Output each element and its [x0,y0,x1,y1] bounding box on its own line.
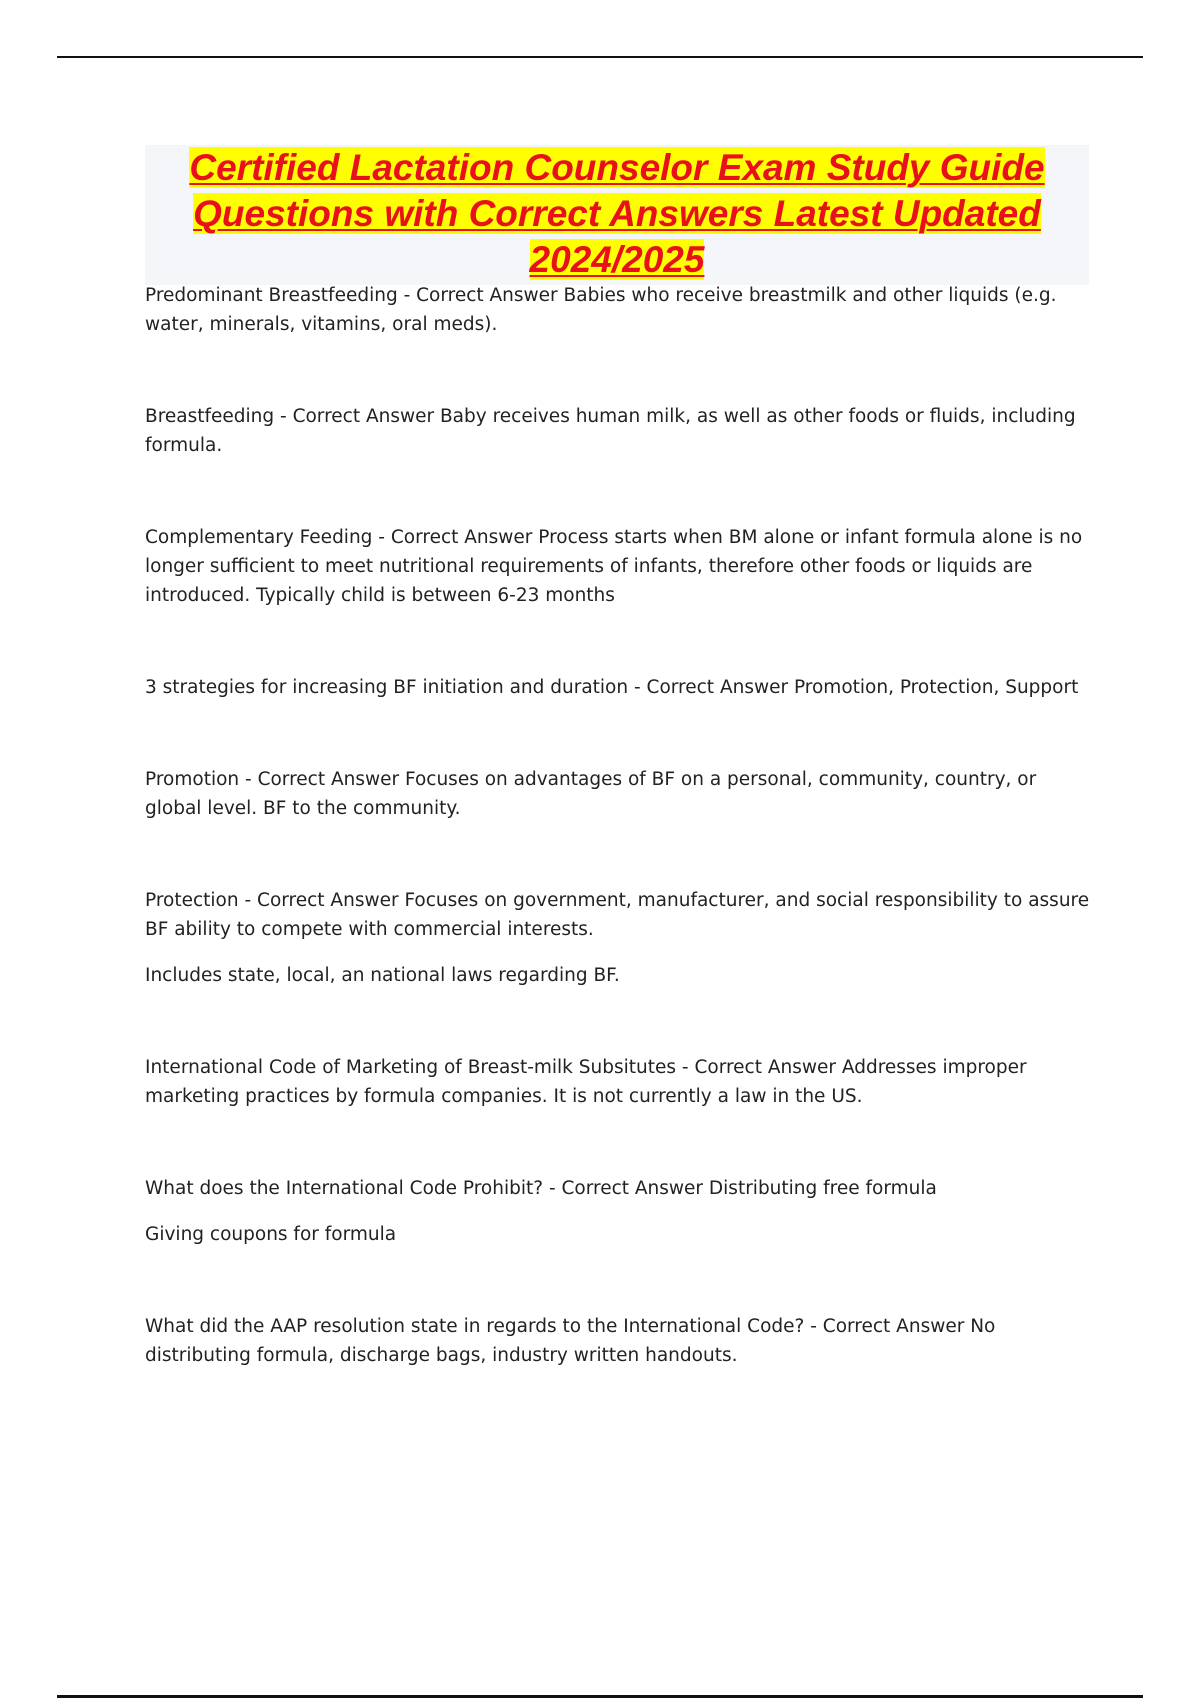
document-title [145,145,1089,283]
entry-code-prohibit: What does the International Code Prohibit? - Correct Answer Distributing free formula [145,1178,937,1199]
entry-code-prohibit-note: Giving coupons for formula [145,1224,397,1245]
bottom-rule [57,1695,1143,1698]
entry-predominant-breastfeeding: Predominant Breastfeeding - Correct Answer Babies who receive breastmilk and other liquids (e.g. water, minerals, vitamins, oral meds). [145,285,1057,335]
entry-international-code: International Code of Marketing of Breast-milk Subsitutes - Correct Answer Addresses improper marketing practices by formula companies. It is not currently a law in the US. [145,1057,1027,1107]
entry-protection-note: Includes state, local, an national laws regarding BF. [145,965,620,986]
title-line-2: Questions with Correct Answers Latest Updated [193,193,1041,234]
title-line-3: 2024/2025 [529,239,705,280]
document-body [145,281,1095,1370]
entry-aap-resolution: What did the AAP resolution state in regards to the International Code? - Correct Answer No distributing formula, discharge bags, industry written handouts. [145,1316,996,1366]
entry-three-strategies: 3 strategies for increasing BF initiation and duration - Correct Answer Promotion, Protection, Support [145,677,1079,698]
entry-breastfeeding: Breastfeeding - Correct Answer Baby receives human milk, as well as other foods or fluids, including formula. [145,406,1076,456]
entry-protection: Protection - Correct Answer Focuses on government, manufacturer, and social responsibility to assure BF ability to compete with commercial interests. [145,890,1090,940]
title-line-1: Certified Lactation Counselor Exam Study Guide [189,147,1045,188]
entry-complementary-feeding: Complementary Feeding - Correct Answer Process starts when BM alone or infant formula alone is no longer sufficient to meet nutritional requirements of infants, therefore other foods or liquids are introduced. Typically child is between 6-23 months [145,527,1083,606]
entry-promotion: Promotion - Correct Answer Focuses on advantages of BF on a personal, community, country, or global level. BF to the community. [145,769,1037,819]
top-rule [57,56,1143,58]
